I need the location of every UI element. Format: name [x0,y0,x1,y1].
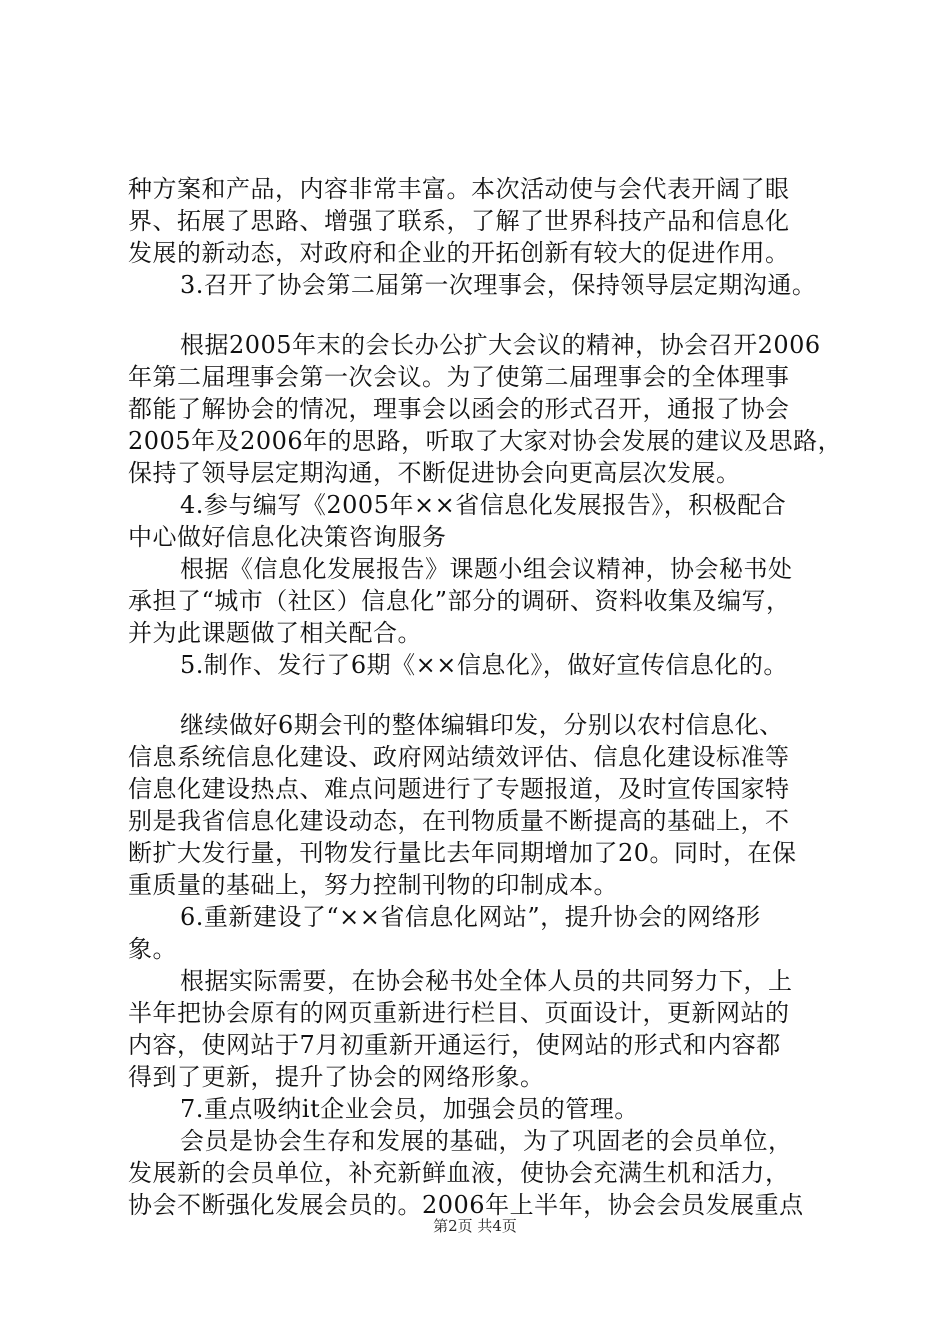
text-line: 保持了领导层定期沟通，不断促进协会向更高层次发展。 [128,459,741,487]
text-line: 信息系统信息化建设、政府网站绩效评估、信息化建设标准等 [128,743,790,771]
text-line: 象。 [128,935,177,963]
section-heading-6: 6.重新建设了“××省信息化网站”，提升协会的网络形 [180,903,761,931]
text-line: 界、拓展了思路、增强了联系，了解了世界科技产品和信息化 [128,207,790,235]
text-line: 内容，使网站于7月初重新开通运行，使网站的形式和内容都 [128,1031,781,1059]
text-line: 中心做好信息化决策咨询服务 [128,523,447,551]
text-line: 种方案和产品，内容非常丰富。本次活动使与会代表开阔了眼 [128,175,790,203]
section-heading-7: 7.重点吸纳it企业会员，加强会员的管理。 [180,1095,639,1123]
text-line: 重质量的基础上，努力控制刊物的印制成本。 [128,871,618,899]
text-line: 都能了解协会的情况，理事会以函会的形式召开，通报了协会 [128,395,790,423]
text-line: 得到了更新，提升了协会的网络形象。 [128,1063,545,1091]
page-number-label: 第2页 共4页 [433,1217,517,1235]
section-heading-3: 3.召开了协会第二届第一次理事会，保持领导层定期沟通。 [180,271,817,299]
text-line: 年第二届理事会第一次会议。为了使第二届理事会的全体理事 [128,363,790,391]
paragraph-gap [128,301,848,329]
text-line: 发展的新动态，对政府和企业的开拓创新有较大的促进作用。 [128,239,790,267]
text-line: 半年把协会原有的网页重新进行栏目、页面设计，更新网站的 [128,999,790,1027]
text-line: 承担了“城市（社区）信息化”部分的调研、资料收集及编写， [128,587,791,615]
text-line: 根据《信息化发展报告》课题小组会议精神，协会秘书处 [180,555,793,583]
text-line: 发展新的会员单位，补充新鲜血液，使协会充满生机和活力， [128,1159,790,1187]
text-line: 并为此课题做了相关配合。 [128,619,422,647]
text-line: 根据2005年末的会长办公扩大会议的精神，协会召开2006 [180,331,821,359]
text-line: 别是我省信息化建设动态，在刊物质量不断提高的基础上，不 [128,807,790,835]
text-line: 2005年及2006年的思路，听取了大家对协会发展的建议及思路， [128,427,843,455]
section-heading-5: 5.制作、发行了6期《××信息化》，做好宣传信息化的。 [180,651,788,679]
text-line: 会员是协会生存和发展的基础，为了巩固老的会员单位， [180,1127,793,1155]
section-heading-4: 4.参与编写《2005年××省信息化发展报告》，积极配合 [180,491,787,519]
text-line: 协会不断强化发展会员的。2006年上半年，协会会员发展重点 [128,1191,804,1219]
page-footer [0,1216,950,1236]
text-line: 继续做好6期会刊的整体编辑印发，分别以农村信息化、 [180,711,784,739]
text-line: 根据实际需要，在协会秘书处全体人员的共同努力下，上 [180,967,793,995]
text-line: 断扩大发行量，刊物发行量比去年同期增加了20。同时，在保 [128,839,797,867]
text-line: 信息化建设热点、难点问题进行了专题报道，及时宣传国家特 [128,775,790,803]
document-body [128,173,848,1221]
paragraph-gap [128,681,848,709]
